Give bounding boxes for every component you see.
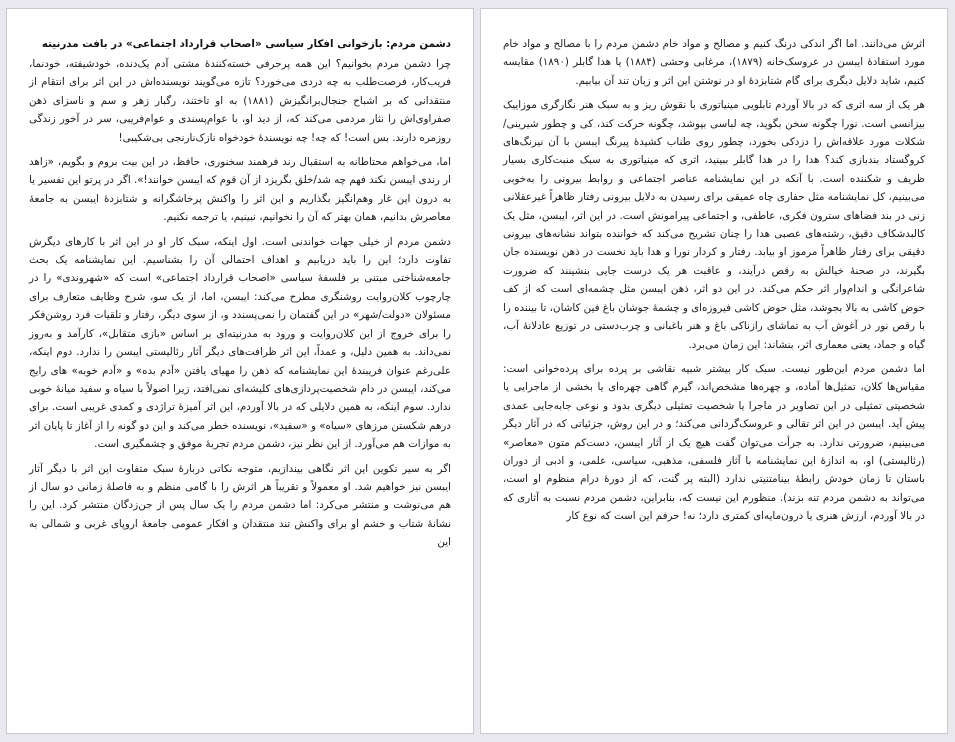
right-paragraph-1: اثرش می‌دانند. اما اگر اندکی درنگ کنیم و مصالح و مواد خام دشمن مردم را با مصالح و مواد خام مورد استفادهٔ ایبسن در عروسک‌خانه (۱۸۷۹)، مرغابی وحشی (۱۸۸۴) یا هدا گابلر (۱۸۹۰) مقایسه کنیم، شاید دلایل دیگری برای گام شتابزدهٔ او در نوشتن این اثر و زبان تند آن بیابیم.	[503, 38, 925, 87]
left-page	[6, 8, 474, 734]
right-paragraph-2: هر یک از سه اثری که در بالا آوردم تابلویی مینیاتوری با نقوش ریز و به سبک هنر نگارگری موزاییک بیزانسی است. نورا چگونه سخن بگوید، چه لباسی بپوشد، چگونه حرکت کند، کی و چطور شیرینی/شکلات مورد علاقه‌اش را دزدکی بخورد، چطور روی طناب کشیدهٔ پیرنگ ایبسن با آن نیرنگ‌های کروگستاد بندبازی کند؟ هدا را در هدا گابلر ببینید، اثری که مینیاتوری به سبک منبت‌کاری بسیار ظریف و شکننده است. با آنکه در این نمایشنامه عناصر اجتماعی و روابط بیرونی را به‌خوبی می‌بینیم، کل نمایشنامه مثل حفاری چاه عمیقی برای رسیدن به دلایل بیرونی رفتار ظاهراً غیرعقلانی زنی در بند فضاهای سترون فکری، عاطفی، و اجتماعی پیرامونش است. در این اثر، ایبسن، مثل یک کالبدشکاف دقیق، رشته‌های عصبی هدا را چنان تشریح می‌کند که خواننده بتواند نشانه‌های بیرونی دقیقی برای رفتار ظاهراً مرموز او بیابد. رفتار و کردار نورا و هدا باید نخست در ذهن نویسنده جان بگیرند، در صحنهٔ خیالش به رقص درآیند، و عاقبت هر یک درست جایی بنشینند که ضرورت شاعرانگی و اندام‌وار اثر حکم می‌کند. در این دو اثر، ذهن ایبسن مثل چشمه‌ای است که از کف حوض کاشی به بالا بجوشد، مثل حوض کاشی فیروزه‌ای و چشمهٔ جوشان باغ فین کاشان، تا بیننده را با رقص نور در آغوش آب به تماشای رازناکی باغ و هنر باغبانی و چرب‌دستی در توزیع عادلانهٔ آب، گیاه و جماد، یعنی معماری اثر، بنشاند: این زمان می‌برد.	[503, 99, 925, 351]
left-paragraph-3: دشمن مردم از خیلی جهات خواندنی است. اول اینکه، سبک کار او در این اثر با کارهای دیگرش تفاوت دارد؛ این را باید دریابیم و اهداف احتمالی آن را بشناسیم. این نمایشنامه یک بحث جامعه‌شناختی مبتنی بر فلسفهٔ سیاسی «اصحاب قرارداد اجتماعی» است که «شهروندی» را در چارچوب کلان‌روایت روشنگری مطرح می‌کند: ایبسن، اما، از یک سو، شرح وظایف متعارف برای مسئولان «دولت/شهر» در این گفتمان را نمی‌پسندد و، از سوی دیگر، رفتار و تلقیات فرد روشن‌فکر را برای خروج از این کلان‌روایت و ورود به مدرنیته‌ای بر اساس «بازی متقابل»، کارآمد و به‌روز نمی‌داند. به همین دلیل، و عمداً، این اثر ظرافت‌های دیگر آثار رئالیستی ایبسن را ندارد. دوم اینکه، علی‌رغم عنوان فریبندهٔ این نمایشنامه که ذهن را مهیای یافتن «آدم بده» و «آدم خوبه» های رایج می‌کند، ایبسن در دام شخصیت‌پردازی‌های کلیشه‌ای نمی‌افتد، زیرا اصولاً با سیاه و سفید میانهٔ خوبی ندارد. سوم اینکه، به همین دلایلی که در بالا آوردم، این اثر آمیزهٔ تراژدی و کمدی غریبی است. برای درهم شکستن مرزهای «سیاه» و «سفید»، نویسنده خطر می‌کند و این دو گونه را از آغاز تا پایان اثر به موازات هم می‌آورد. از این نظر نیز، دشمن مردم تجربهٔ موفق و چشمگیری است.	[29, 235, 451, 451]
right-paragraph-3: اما دشمن مردم این‌طور نیست. سبک کار بیشتر شبیه نقاشی بر پرده برای پرده‌خوانی است: مقیاس‌ها کلان، تمثیل‌ها آماده، و چهره‌ها مشخص‌اند، گیرم گاهی چهره‌ای یا بخشی از ماجرایی یا شخصیتی تمثیلی در این تصاویر در ماجرا یا شخصیت تمثیلی دیگری بدود و نوعی جابه‌جایی عمدی پیش آید. ایبسن در این اثر تقالی و عروسک‌گردانی می‌کند؛ و در این روش، جزئیاتی که در آثار دیگر می‌بینیم، ضرورتی ندارد. به جرأت می‌توان گفت هیچ یک از آثار ایبسن، دست‌کم متون «معاصر» (رئالیستی) او، به اندازهٔ این نمایشنامه با آثار فلسفی، مذهبی، سیاسی، علمی، و ادبی از دوران باستان تا زمان خودش رابطهٔ بینامتنیتی ندارد (البته پر گنت، که از دورهٔ درام منظوم او است، می‌تواند به دشمن مردم تنه بزند). منظورم این نیست که، بنابراین، دشمن مردم نسبت به آثاری که در بالا آوردم، ارزش هنری یا درون‌مایه‌ای کمتری دارد؛ نه! حرفم این است که نوع کار	[503, 362, 925, 523]
chapter-title: دشمن مردم: بازخوانی افکار سیاسی «اصحاب قرارداد اجتماعی» در بافت مدرنیته	[41, 38, 451, 50]
left-paragraph-2: اما، می‌خواهم محتاطانه به استقبال رند فرهمند سخنوری، حافظ، در این بیت بروم و بگویم، «زاهد ار رندی ایبسن نکند فهم چه شد/خلق بگریزد از آن قوم که ایبسن خوانند!». اگر در پرتو این تفسیر یا به درون این غار وهم‌انگیز بگذاریم و این اثر را واکنش پرخاشگرانه و شتابزدهٔ ایبسن به جامعهٔ معاصرش بدانیم، همان بهتر که آن را نخوانیم، نبینیم، یا ترجمه نکنیم.	[28, 156, 451, 224]
left-paragraph-4: اگر به سیر تکوین این اثر نگاهی بیندازیم، متوجه نکاتی دربارهٔ سبک متفاوت این اثر با دیگر آثار ایبسن نیز خواهیم شد. او معمولاً و تقریباً هر اثرش را با گامی منظم و به فاصلهٔ زمانی دو سال از هم می‌نوشت و منتشر می‌کرد: اما دشمن مردم را یک سال پس از جن‌زدگان منتشر کرد. این را نشانهٔ شتاب و خشم او برای واکنش تند منتقدان و افکار عمومی جامعهٔ اروپای غربی و شمالی به این	[29, 462, 451, 549]
left-paragraph-1: چرا دشمن مردم بخوانیم؟ این همه پرحرفی خسته‌کنندهٔ مشتی آدم یک‌دنده، خودشیفته، خودنما، فریب‌کار، فرصت‌طلب به چه دردی می‌خورد؟ تازه می‌گویند نویسنده‌اش در این اثر برای انتقام از منتقدانی که بر اشباح جنجال‌برانگیزش (۱۸۸۱) به او تاختند، رگبار زهر و سم و ناسزای ذهن صفراوی‌اش را نثار مردمی می‌کند که، از دید او، با عوام‌پسندی و عوام‌فریبی، سر در آخور زندگی روزمره دارند. بس است! که چه! چه نویسندهٔ خودخواه نازک‌نارنجی بی‌شکیبی!	[29, 58, 451, 144]
right-page	[480, 8, 948, 734]
